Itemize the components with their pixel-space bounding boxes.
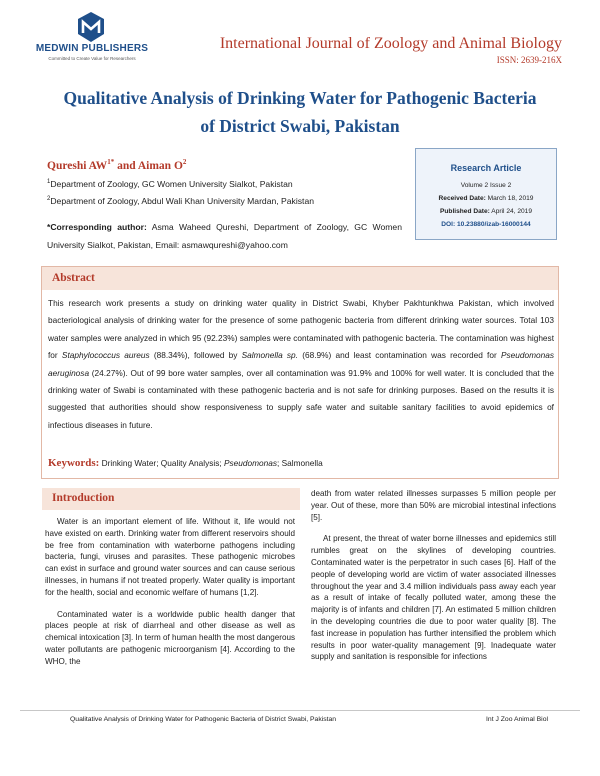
doi-label: DOI: bbox=[441, 221, 456, 228]
abstract-part-2: (88.34%), followed by bbox=[149, 350, 242, 361]
published-value: April 24, 2019 bbox=[489, 208, 532, 215]
abstract-part-3: (68.9%) and least contamination was recorded for bbox=[297, 350, 501, 361]
aff2-text: Department of Zoology, Abdul Wali Khan University Mardan, Pakistan bbox=[50, 196, 315, 206]
received-label: Received Date: bbox=[438, 195, 486, 202]
authors bbox=[47, 158, 186, 172]
footer-divider bbox=[20, 710, 580, 711]
introduction-header bbox=[42, 488, 300, 510]
abstract-text bbox=[48, 295, 554, 434]
corr-text: Asma Waheed Qureshi, Department of Zoology, GC Women University Sialkot, Pakistan, Email: asmawqureshi@yahoo.com bbox=[47, 222, 402, 250]
abstract-part-4: (24.27%). Out of 99 bore water samples, over all contamination was 91.9% and 100% for well water. It is concluded that the drinking water of Swabi is contaminated with these pathogenic bacteria and is not safe for drinking purposes. Based on the results it is suggested that authorities should show responsiveness to supply safe water and suitable sanitary facilities to avoid epidemics of infectious diseases in future. bbox=[48, 367, 554, 430]
intro-paragraph-3: death from water related illnesses surpasses 5 million people per year. Out of these, more than 50% are microbial intestinal infections [5]. bbox=[311, 489, 556, 522]
corr-label: *Corresponding author: bbox=[47, 222, 147, 232]
intro-left-column bbox=[45, 516, 295, 678]
medwin-logo-icon bbox=[78, 12, 104, 42]
keywords bbox=[48, 457, 323, 469]
article-info-box bbox=[415, 148, 557, 240]
author-1-sup: 1* bbox=[107, 158, 115, 166]
intro-paragraph-4: At present, the threat of water borne illnesses and epidemics still rumbles great on the skylines of developing countries. Contaminated water is the perpetrator in such cases [6]. Half of the people of developing world are victim of water associated illnesses throughout the year and 3.4 million individuals pass away each year as a result of intake of fecally polluted water, among these the majority is of infants and children [7]. An estimated 5 million children in the developing countries die due to poor water quality [8]. The fast increase in population has further intensified the problem which results in poor water-quality management [9]. Inadequate water supply and sanitation is responsible for infections bbox=[311, 534, 556, 662]
title-line-1: Qualitative Analysis of Drinking Water for Pathogenic Bacteria bbox=[63, 88, 537, 108]
affiliation-1 bbox=[47, 179, 293, 189]
intro-paragraph-1: Water is an important element of life. Without it, life would not have existed on earth. Drinking water from different reservoirs should be free from contamination with waterborne pathogens including bacteria, fungi, viruses and parasites. These pathogenic microbes can exist in surface and ground water sources and can cause serious illnesses, in humans if not treated properly. Water quality is important for the health, social and economic welfare of humans [1,2]. bbox=[45, 517, 295, 597]
author-1: Qureshi AW bbox=[47, 159, 108, 172]
abstract-part-1: This research work presents a study on drinking water quality in District Swabi, Khyber Pakhtunkhwa Pakistan, which involved bacteriological analysis of drinking water for the presence of some pathogenic bacteria from different drinking water sources. Total 103 water samples were analyzed in which 95 (92.23%) samples were contaminated with pathogenic bacteria. The contamination was highest for bbox=[48, 298, 554, 361]
aff2-sup: 2 bbox=[47, 196, 51, 203]
published-label: Published Date: bbox=[440, 208, 490, 215]
journal-title: International Journal of Zoology and Animal Biology bbox=[219, 35, 562, 52]
publisher-tagline: Committed to Create Value for Researchers bbox=[48, 56, 136, 61]
published-date bbox=[416, 208, 556, 215]
article-type: Research Article bbox=[450, 163, 522, 173]
intro-paragraph-2: Contaminated water is a worldwide public health danger that places people at risk of diarrheal and other disease as well as chemical intoxication [3]. In term of human health the most dangerous water pollutants are pathogenic microorganism [4]. According to the WHO, the bbox=[45, 609, 295, 666]
species-3: Pseudomonas aeruginosa bbox=[48, 350, 554, 378]
species-2: Salmonella sp. bbox=[241, 350, 298, 361]
title-line-2: of District Swabi, Pakistan bbox=[200, 116, 400, 136]
footer-running-title: Qualitative Analysis of Drinking Water for Pathogenic Bacteria of District Swabi, Pakistan bbox=[70, 716, 337, 723]
doi[interactable] bbox=[416, 221, 556, 228]
publisher-logo bbox=[22, 12, 162, 64]
issn: ISSN: 2639-216X bbox=[496, 55, 562, 65]
keywords-label: Keywords: bbox=[48, 457, 100, 469]
author-2-sup: 2 bbox=[182, 158, 187, 166]
abstract-section bbox=[41, 266, 559, 479]
species-1: Staphylococcus aureus bbox=[61, 350, 150, 361]
aff1-text: Department of Zoology, GC Women University Sialkot, Pakistan bbox=[50, 179, 293, 189]
publisher-name: MEDWIN PUBLISHERS bbox=[35, 43, 149, 54]
received-value: March 18, 2019 bbox=[485, 195, 534, 202]
keywords-a: Drinking Water; Quality Analysis; bbox=[99, 458, 224, 468]
affiliation-2 bbox=[47, 196, 314, 206]
abstract-header bbox=[42, 267, 558, 290]
introduction-heading: Introduction bbox=[52, 492, 115, 504]
abstract-heading: Abstract bbox=[52, 272, 95, 284]
keywords-c: ; Salmonella bbox=[277, 458, 323, 468]
keywords-b: Pseudomonas bbox=[223, 458, 278, 468]
doi-link[interactable]: 10.23880/izab-16000144 bbox=[455, 221, 531, 228]
aff1-sup: 1 bbox=[47, 179, 51, 186]
intro-right-column bbox=[311, 488, 556, 673]
article-title bbox=[20, 84, 580, 140]
corresponding-author bbox=[47, 218, 402, 254]
volume-issue: Volume 2 Issue 2 bbox=[460, 182, 512, 189]
footer-journal-abbrev: Int J Zoo Animal Biol bbox=[486, 716, 548, 723]
received-date bbox=[416, 195, 556, 202]
author-2: and Aiman O bbox=[114, 159, 183, 172]
